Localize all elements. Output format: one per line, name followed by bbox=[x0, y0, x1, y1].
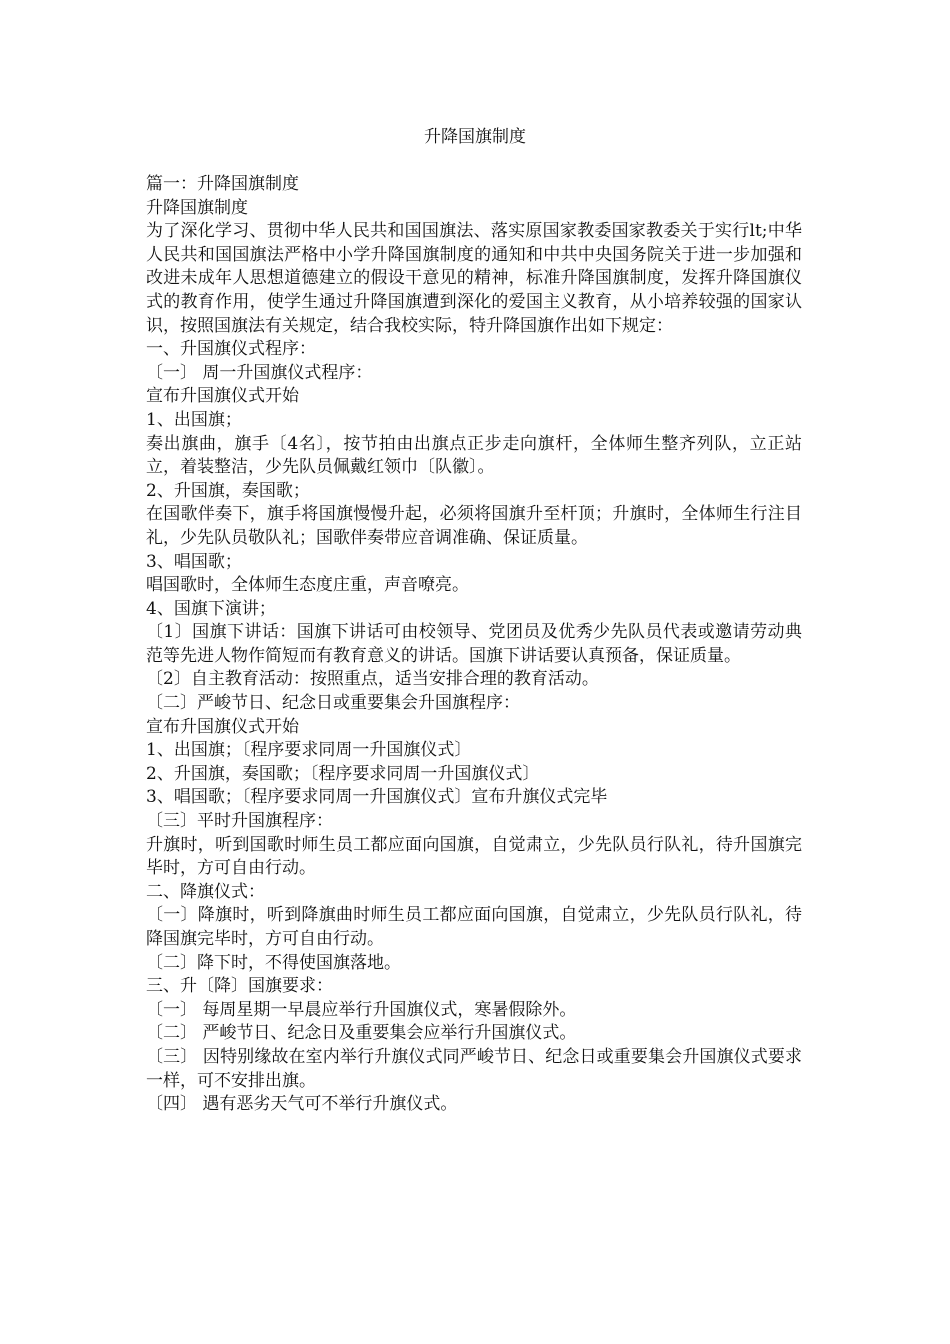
paragraph: 在国歌伴奏下，旗手将国旗慢慢升起，必须将国旗升至杆顶；升旗时，全体师生行注目礼，少先队员敬队礼；国歌伴奏带应音调准确、保证质量。 bbox=[146, 504, 802, 548]
subheading-holiday-ceremony: 〔二〕严峻节日、纪念日或重要集会升国旗程序： bbox=[146, 693, 520, 714]
paragraph: 〔1〕国旗下讲话：国旗下讲话可由校领导、党团员及优秀少先队员代表或邀请劳动典范等先进人物作简短而有教育意义的讲话。国旗下讲话要认真预备，保证质量。 bbox=[146, 622, 802, 666]
paragraph: 唱国歌时，全体师生态度庄重，声音嘹亮。 bbox=[146, 575, 469, 596]
heading-raise-ceremony: 一、升国旗仪式程序： bbox=[146, 339, 316, 360]
paragraph: 〔二〕降下时，不得使国旗落地。 bbox=[146, 952, 401, 973]
list-item: 1、出国旗；〔程序要求同周一升国旗仪式〕 bbox=[146, 740, 472, 761]
list-item: 〔一〕 每周星期一早晨应举行升国旗仪式，寒暑假除外。 bbox=[146, 999, 577, 1020]
heading-lower-ceremony: 二、降旗仪式： bbox=[146, 881, 265, 902]
step-heading: 2、升国旗，奏国歌； bbox=[146, 480, 310, 501]
subheading-regular-ceremony: 〔三〕平时升国旗程序： bbox=[146, 811, 333, 832]
list-item: 〔二〕 严峻节日、纪念日及重要集会应举行升国旗仪式。 bbox=[146, 1023, 577, 1044]
list-item: 3、唱国歌；〔程序要求同周一升国旗仪式〕宣布升旗仪式完毕 bbox=[146, 787, 608, 808]
paragraph: 宣布升国旗仪式开始 bbox=[146, 716, 299, 737]
step-heading: 4、国旗下演讲； bbox=[146, 598, 276, 619]
subheading-monday-ceremony: 〔一〕 周一升国旗仪式程序： bbox=[146, 362, 373, 383]
document-body bbox=[146, 173, 802, 1117]
list-item: 2、升国旗，奏国歌；〔程序要求同周一升国旗仪式〕 bbox=[146, 763, 540, 784]
heading-flag-requirements: 三、升〔降〕国旗要求： bbox=[146, 976, 333, 997]
paragraph: 〔2〕自主教育活动：按照重点，适当安排合理的教育活动。 bbox=[146, 669, 599, 690]
paragraph: 〔一〕降旗时，听到降旗曲时师生员工都应面向国旗，自觉肃立，少先队员行队礼，待降国旗完毕时，方可自由行动。 bbox=[146, 905, 802, 949]
intro-paragraph: 为了深化学习、贯彻中华人民共和国国旗法、落实原国家教委国家教委关于实行lt;中华人民共和国国旗法严格中小学升降国旗制度的通知和中共中央国务院关于进一步加强和改进未成年人思想道德建立的假设干意见的精神，标准升降国旗制度，发挥升降国旗仪式的教育作用，使学生通过升降国旗遭到深化的爱国主义教育，从小培养较强的国家认识，按照国旗法有关规定，结合我校实际，特升降国旗作出如下规定： bbox=[146, 221, 802, 336]
document-title: 升降国旗制度 bbox=[424, 127, 526, 147]
subtitle: 升降国旗制度 bbox=[146, 197, 248, 218]
paragraph: 奏出旗曲，旗手〔4名〕，按节拍由出旗点正步走向旗杆，全体师生整齐列队，立正站立，着装整洁，少先队员佩戴红领巾〔队徽〕。 bbox=[146, 433, 802, 478]
step-heading: 3、唱国歌； bbox=[146, 551, 242, 572]
paragraph: 宣布升国旗仪式开始 bbox=[146, 386, 299, 407]
section-heading: 篇一：升降国旗制度 bbox=[146, 174, 299, 194]
paragraph: 升旗时，听到国歌时师生员工都应面向国旗，自觉肃立，少先队员行队礼，待升国旗完毕时，方可自由行动。 bbox=[146, 834, 802, 879]
list-item: 〔四〕 遇有恶劣天气可不举行升旗仪式。 bbox=[146, 1094, 458, 1115]
list-item: 〔三〕 因特别缘故在室内举行升旗仪式同严峻节日、纪念日或重要集会升国旗仪式要求一样，可不安排出旗。 bbox=[146, 1046, 802, 1091]
step-heading: 1、出国旗； bbox=[146, 409, 242, 430]
